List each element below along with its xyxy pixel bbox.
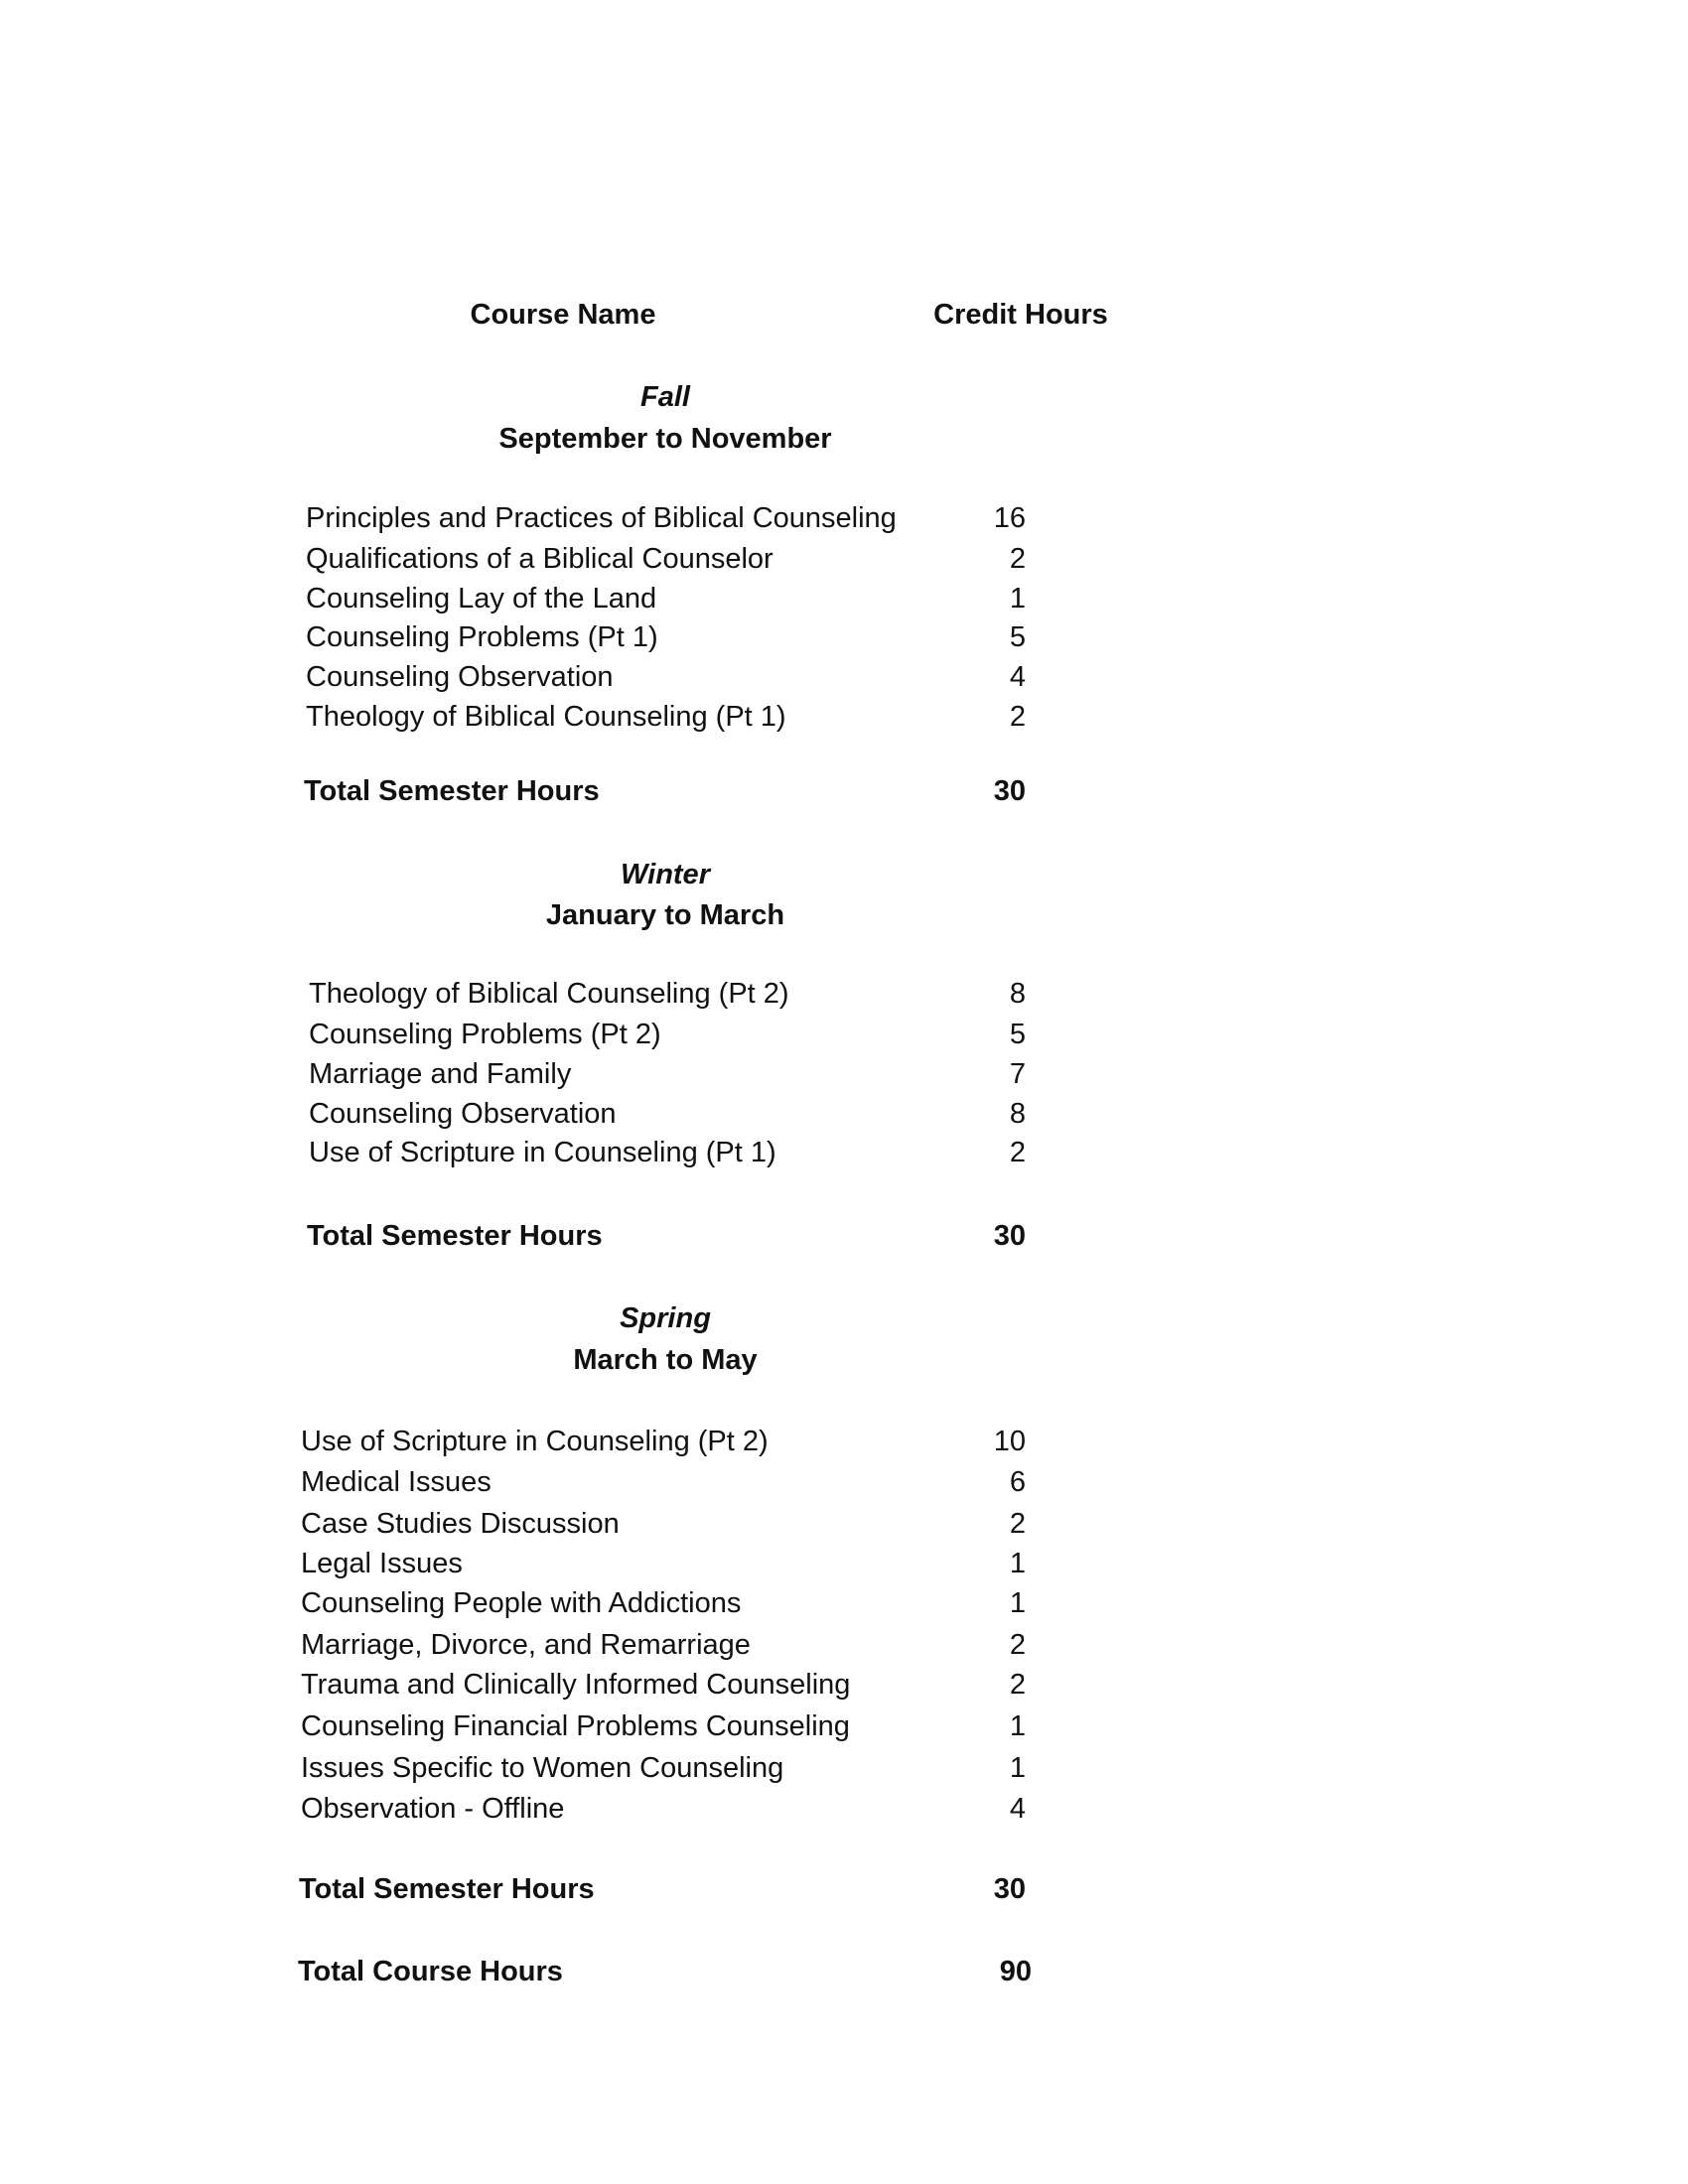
course-name: Counseling Observation: [309, 1098, 617, 1130]
course-name: Case Studies Discussion: [301, 1508, 620, 1540]
course-name: Principles and Practices of Biblical Counseling: [306, 502, 897, 534]
course-hours: 5: [1009, 621, 1026, 653]
column-header-credit-hours: Credit Hours: [933, 299, 1108, 331]
course-hours: 2: [1009, 701, 1026, 733]
course-name: Trauma and Clinically Informed Counseling: [301, 1669, 851, 1701]
grand-total-value: 90: [999, 1956, 1032, 1987]
course-hours: 2: [1009, 1508, 1026, 1540]
term-season: Fall: [640, 381, 690, 413]
course-name: Use of Scripture in Counseling (Pt 2): [301, 1426, 769, 1457]
course-name: Counseling Problems (Pt 2): [309, 1019, 661, 1050]
term-season: Spring: [620, 1302, 711, 1334]
course-name: Counseling People with Addictions: [301, 1587, 742, 1619]
course-hours: 8: [1009, 1098, 1026, 1130]
course-hours: 4: [1009, 1793, 1026, 1825]
term-months: March to May: [573, 1344, 758, 1376]
course-name: Counseling Financial Problems Counseling: [301, 1710, 850, 1742]
course-name: Counseling Problems (Pt 1): [306, 621, 658, 653]
course-name: Counseling Lay of the Land: [306, 583, 657, 614]
semester-total-label: Total Semester Hours: [299, 1873, 595, 1905]
term-months: September to November: [498, 423, 832, 455]
course-hours: 5: [1009, 1019, 1026, 1050]
course-hours: 1: [1009, 1587, 1026, 1619]
course-hours: 8: [1009, 978, 1026, 1010]
course-hours: 2: [1009, 1669, 1026, 1701]
course-name: Theology of Biblical Counseling (Pt 2): [309, 978, 789, 1010]
term-season: Winter: [621, 859, 710, 890]
course-hours: 2: [1009, 543, 1026, 575]
column-header-course-name: Course Name: [470, 299, 656, 331]
course-name: Legal Issues: [301, 1548, 463, 1579]
course-name: Medical Issues: [301, 1466, 492, 1498]
course-hours: 10: [993, 1426, 1026, 1457]
course-hours: 4: [1009, 661, 1026, 693]
course-name: Theology of Biblical Counseling (Pt 1): [306, 701, 786, 733]
course-name: Marriage and Family: [309, 1058, 572, 1090]
course-hours: 1: [1009, 1752, 1026, 1784]
semester-total-label: Total Semester Hours: [304, 775, 600, 807]
course-name: Issues Specific to Women Counseling: [301, 1752, 784, 1784]
course-name: Marriage, Divorce, and Remarriage: [301, 1629, 751, 1661]
course-name: Observation - Offline: [301, 1793, 565, 1825]
course-hours: 2: [1009, 1137, 1026, 1168]
grand-total-label: Total Course Hours: [298, 1956, 563, 1987]
course-hours: 1: [1009, 1548, 1026, 1579]
course-name: Use of Scripture in Counseling (Pt 1): [309, 1137, 776, 1168]
term-months: January to March: [545, 899, 785, 931]
semester-total-value: 30: [993, 775, 1026, 807]
course-hours: 2: [1009, 1629, 1026, 1661]
course-hours: 1: [1009, 1710, 1026, 1742]
course-name: Counseling Observation: [306, 661, 614, 693]
course-hours: 1: [1009, 583, 1026, 614]
course-hours: 16: [993, 502, 1026, 534]
semester-total-label: Total Semester Hours: [307, 1220, 603, 1252]
semester-total-value: 30: [993, 1220, 1026, 1252]
course-name: Qualifications of a Biblical Counselor: [306, 543, 774, 575]
semester-total-value: 30: [993, 1873, 1026, 1905]
course-hours: 6: [1009, 1466, 1026, 1498]
course-hours: 7: [1009, 1058, 1026, 1090]
